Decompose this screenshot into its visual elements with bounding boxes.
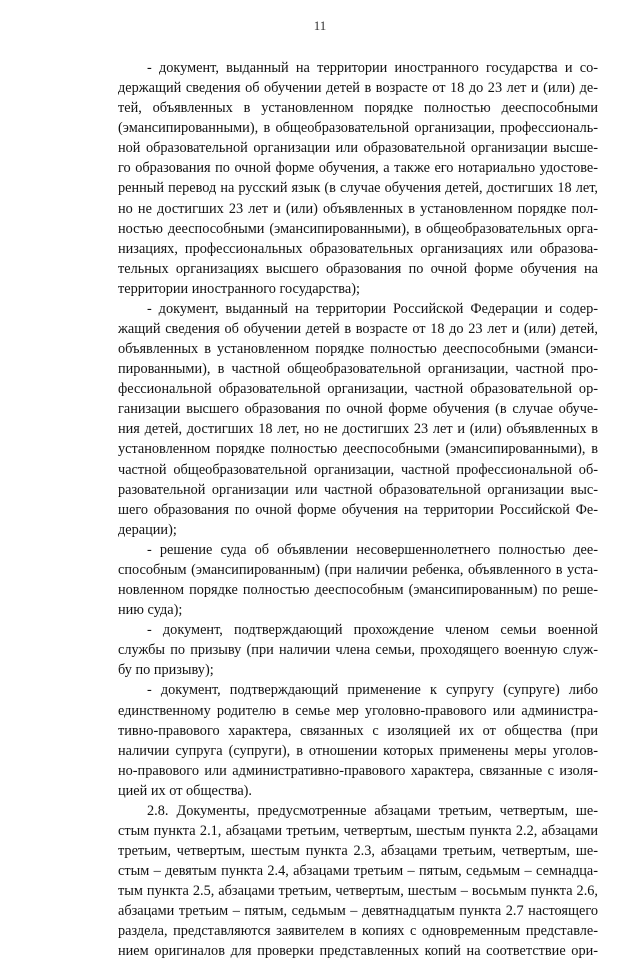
paragraph-line: го образования по очной форме обучения, а также его нотариально удостове- [118, 160, 598, 177]
paragraph-line: абзацами третьим – пятым, седьмым – девятнадцатым пункта 2.7 настоящего [118, 903, 598, 920]
paragraph-line: бу по призыву); [118, 662, 214, 679]
paragraph-line: службы по призыву (при наличии члена семьи, проходящего военную служ- [118, 642, 598, 659]
paragraph-line: фессиональной образовательной организации, частной образовательной ор- [118, 381, 598, 398]
paragraph-line: - документ, подтверждающий применение к супругу (супруге) либо [147, 682, 598, 699]
paragraph-line: жащий сведения об обучении детей в возрасте от 18 до 23 лет и (или) детей, [118, 321, 598, 338]
paragraph-line: территории иностранного государства); [118, 280, 360, 297]
paragraph [118, 540, 598, 620]
paragraph [118, 680, 598, 800]
paragraph-line: новленном порядке полностью дееспособным (эмансипированным) по реше- [118, 582, 598, 599]
paragraph-line: стым пункта 2.1, абзацами третьим, четвертым, шестым пункта 2.2, абзацами [118, 822, 598, 839]
paragraph-line: тым пункта 2.5, абзацами третьим, четвертым, шестым – восьмым пункта 2.6, [118, 883, 598, 900]
paragraph-line: 2.8. Документы, предусмотренные абзацами третьим, четвертым, ше- [147, 802, 598, 819]
paragraph-line: тивно-правового характера, связанных с изоляцией их от общества (при [118, 722, 598, 739]
paragraph-line: дерации); [118, 521, 177, 538]
paragraph-line: разовательной организации или частной образовательной организации выс- [118, 481, 598, 498]
paragraph-line: тей, объявленных в установленном порядке полностью дееспособными [118, 100, 598, 117]
document-body [118, 58, 598, 962]
paragraph-line: ностью дееспособными (эмансипированными), в общеобразовательных орга- [118, 220, 598, 237]
paragraph-line: тельных организациях высшего образования по очной форме обучения на [118, 260, 598, 277]
paragraph-line: держащий сведения об обучении детей в возрасте от 18 до 23 лет и (или) де- [118, 80, 598, 97]
paragraph-line: шего образования по очной форме обучения на территории Российской Фе- [118, 501, 598, 518]
paragraph-line: установленном порядке полностью дееспособными (эмансипированными), в [118, 441, 598, 458]
paragraph-line: но не достигших 23 лет и (или) объявленных в установленном порядке пол- [118, 200, 598, 217]
paragraph-line: способным (эмансипированным) (при наличии ребенка, объявленного в уста- [118, 561, 598, 578]
paragraph-line: пированными), в частной общеобразовательной организации, частной про- [118, 361, 598, 378]
paragraph-line: ренный перевод на русский язык (в случае обучения детей, достигших 18 лет, [118, 180, 598, 197]
paragraph-line: частной общеобразовательной организации, частной профессиональной об- [118, 461, 598, 478]
paragraph-line: объявленных в установленном порядке полностью дееспособными (эманси- [118, 341, 598, 358]
paragraph-line: единственному родителю в семье мер уголовно-правового или администра- [118, 702, 598, 719]
paragraph-line: нием оригиналов для проверки представленных копий на соответствие ори- [118, 943, 598, 960]
page-number: 11 [313, 18, 327, 33]
paragraph-line: ной образовательной организации или образовательной организации высше- [118, 140, 598, 157]
paragraph-line: цией их от общества). [118, 782, 252, 799]
paragraph [118, 299, 598, 540]
paragraph-line: стым – девятым пункта 2.4, абзацами третьим – пятым, седьмым – семнадца- [118, 863, 598, 880]
paragraph-line: раздела, представляются заявителем в копиях с одновременным представле- [118, 923, 598, 940]
paragraph-line: ганизации высшего образования по очной форме обучения (в случае обуче- [118, 401, 598, 418]
paragraph-line: - решение суда об объявлении несовершеннолетнего полностью дее- [147, 541, 598, 558]
paragraph-line: наличии супруга (супруги), в отношении которых применены меры уголов- [118, 742, 598, 759]
paragraph-line: - документ, подтверждающий прохождение членом семьи военной [147, 622, 598, 639]
paragraph-line: низациях, профессиональных образовательных организациях или образова- [118, 240, 598, 257]
paragraph [118, 801, 598, 962]
paragraph [118, 620, 598, 680]
paragraph-line: ния детей, достигших 18 лет, но не достигших 23 лет и (или) объявленных в [118, 421, 598, 438]
paragraph-line: - документ, выданный на территории Российской Федерации и содер- [147, 300, 598, 317]
paragraph [118, 58, 598, 299]
paragraph-line: - документ, выданный на территории иностранного государства и со- [147, 60, 598, 76]
paragraph-line: но-правового или административно-правового характера, связанные с изоля- [118, 762, 598, 779]
paragraph-line: (эмансипированными), в общеобразовательной организации, профессиональ- [118, 120, 598, 137]
paragraph-line: третьим, четвертым, шестым пункта 2.3, абзацами третьим, четвертым, ше- [118, 843, 598, 860]
paragraph-line: нию суда); [118, 602, 183, 619]
